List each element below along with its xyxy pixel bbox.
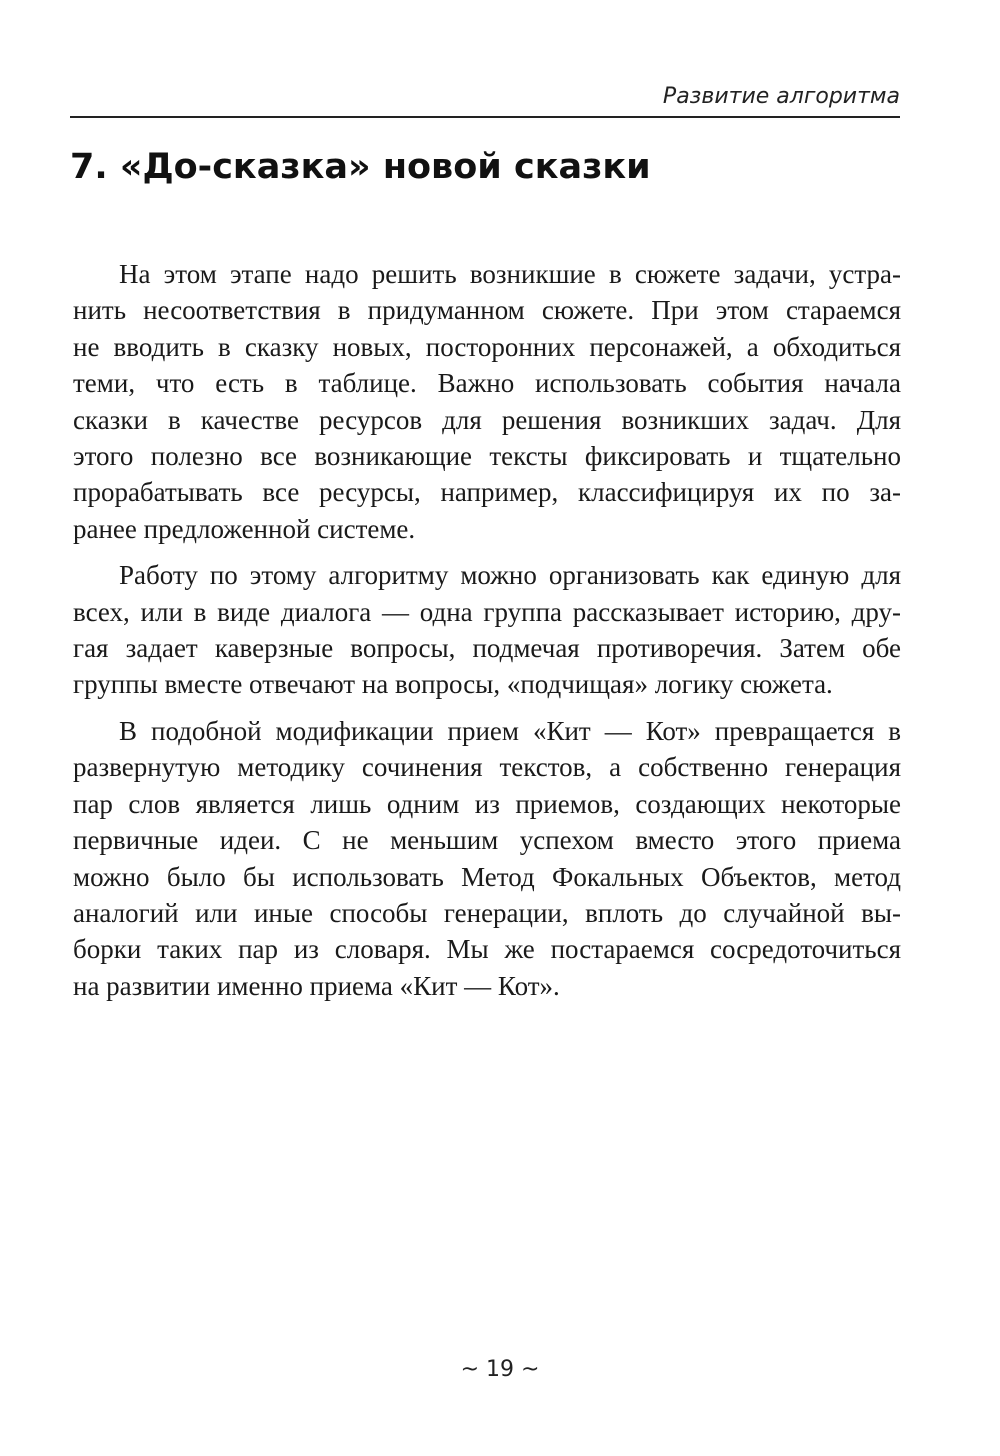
paragraph-3 bbox=[73, 713, 901, 1004]
text-line: На этом этапе надо решить возникшие в сюжете задачи, устра- bbox=[119, 259, 901, 289]
text-line: аналогий или иные способы генерации, вплоть до случайной вы- bbox=[73, 897, 901, 928]
text-line: пар слов является лишь одним из приемов, создающих некоторые bbox=[73, 788, 901, 819]
text-line: ранее предложенной системе. bbox=[73, 513, 416, 544]
text-line: всех, или в виде диалога — одна группа рассказывает историю, дру- bbox=[73, 596, 901, 627]
text-line: первичные идеи. С не меньшим успехом вместо этого приема bbox=[73, 825, 901, 856]
text-line: можно было бы использовать Метод Фокальных Объектов, метод bbox=[73, 861, 901, 892]
text-line: теми, что есть в таблице. Важно использовать события начала bbox=[73, 368, 901, 399]
running-header bbox=[70, 82, 900, 118]
paragraph-2 bbox=[73, 557, 901, 703]
text-line: гая задает каверзные вопросы, подмечая противоречия. Затем обе bbox=[73, 633, 901, 664]
chapter-title: 7. «До-сказка» новой сказки bbox=[70, 147, 651, 187]
text-line: Работу по этому алгоритму можно организовать как единую для bbox=[119, 560, 901, 591]
text-line: сказки в качестве ресурсов для решения возникших задач. Для bbox=[73, 404, 901, 435]
text-line: группы вместе отвечают на вопросы, «подчищая» логику сюжета. bbox=[73, 669, 833, 700]
body-text bbox=[73, 256, 901, 1014]
paragraph-1 bbox=[73, 256, 901, 547]
running-header-title: Развитие алгоритма bbox=[662, 84, 900, 109]
page-number: ~ 19 ~ bbox=[460, 1357, 540, 1382]
text-line: борки таких пар из словаря. Мы же постараемся сосредоточиться bbox=[73, 934, 901, 965]
text-line: этого полезно все возникающие тексты фиксировать и тщательно bbox=[73, 441, 901, 472]
text-line: В подобной модификации прием «Кит — Кот» превращается в bbox=[119, 715, 901, 746]
text-line: развернутую методику сочинения текстов, а собственно генерация bbox=[73, 752, 901, 783]
text-line: нить несоответствия в придуманном сюжете. При этом стараемся bbox=[73, 295, 901, 326]
text-line: на развитии именно приема «Кит — Кот». bbox=[73, 970, 560, 1001]
text-line: прорабатывать все ресурсы, например, классифицируя их по за- bbox=[73, 477, 901, 508]
text-line: не вводить в сказку новых, посторонних персонажей, а обходиться bbox=[73, 331, 901, 362]
